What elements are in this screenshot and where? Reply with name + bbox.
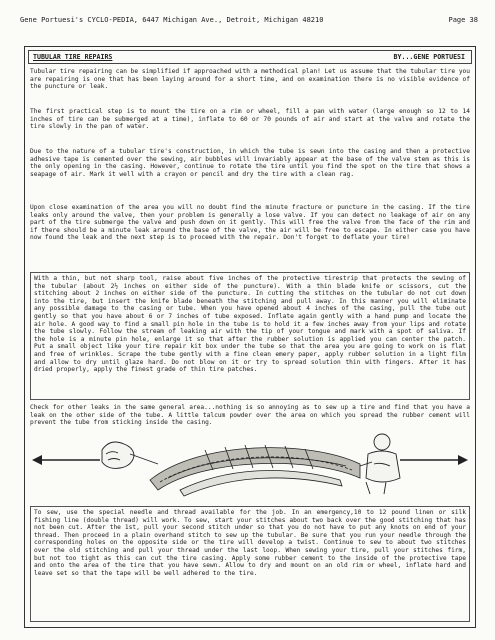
paragraph-5: With a thin, but not sharp tool, raise about five inches of the protective tirestrip that protects the sewing of the tubular (about 2½ inches on either side of the puncture). With a thin blade knife or scissors, cut the stitching about 2 inches on either side of the puncture. In cutting the stitches on the tubular do not cut down into the tire, but insert the knife blade beneath the stitching and pull away. In this manner you will eliminate any possible damage to the casing or tube. When you have opened about 4 inches of the casing, pull the tube out gently so that you have about 6 or 7 inches of tube exposed. Inflate again gently with a hand pump and locate the air hole. A good way to find a small pin hole in the tube is to hold it a few inches away from your lips and rotate the tube slowly. Follow the stream of leaking air with the tip of your tongue and mark with a spot of saliva. If the hole is a minute pin hole, enlarge it so that after the rubber solution is applied you can center the patch. Put a small object like your tire repair kit box under the tube so that the area you are going to work on is flat and free of wrinkles. Scrape the tube gently with a fine clean emery paper, apply rubber solution in a light film and allow to dry until glaze hard. Do not blow on it or try to spread solution thin with fingers. After it has dried properly, apply the finest grade of thin tire patches. xyxy=(30,272,470,400)
paragraph-2: The first practical step is to mount the tire on a rim or wheel, fill a pan with water (large enough so 12 to 14 inches of tire can be submerged at a time), inflate to 60 or 70 pounds of air and start at the valve and rotate the tire slowly in the pan of water. xyxy=(30,108,470,131)
paragraph-4: Upon close examination of the area you will no doubt find the minute fracture or puncture in the casing. If the tire leaks only around the valve, then your problem is generally a lose valve. If you can detect no leakage of air on any part of the tire submerge the valve and push down on it gently. This will free the valve from the face of the rim and if there should be a minute leak around the base of the valve, the air will be free to escape. In either case you have now found the leak and the next step is to proceed with the repair. Don't forget to deflate your tire! xyxy=(30,204,470,242)
publication-info: Gene Portuesi's CYCLO-PEDIA, 6447 Michigan Ave., Detroit, Michigan 48210 xyxy=(20,16,324,24)
article-title: TUBULAR TIRE REPAIRS xyxy=(33,53,113,61)
hand-pulling-thread-icon xyxy=(360,434,400,494)
tire-repair-illustration xyxy=(30,420,470,500)
page-number: Page 38 xyxy=(448,16,478,24)
article-byline: BY...GENE PORTUESI xyxy=(393,53,465,61)
page-header xyxy=(20,14,478,26)
right-arrow-icon xyxy=(400,455,468,465)
paragraph-6: Check for other leaks in the same general area...nothing is so annoying as to sew up a tire and find that you have a leak on the other side of the tube. A little talcum powder over the area on which you spread the rubber cement will prevent the tube from sticking inside the casing. xyxy=(30,404,470,427)
paragraph-7: To sew, use the special needle and thread available for the job. In an emergency,10 to 12 pound linen or silk fishing line (double thread) will work. To sew, start your stitches about two back over the good stitching that has not been cut. After the 1st, pull your second stitch under so that you do not have to put any knots on end of your thread. Then proceed in a plain overhand stitch to sew up the tubular. Be sure that you run your needle through the corresponding holes on the opposite side or the tire will develop a twist. Continue to sew to about two stitches over the old stitching and pull your thread under the last loop. When sewing your tire, pull your stitches firm, but not too tight as this can cut the tire casing. Apply some rubber cement to the inside of the protective tape and onto the area of the tire that you have sewn. Allow to dry and mount on an old rim or wheel, inflate hard and leave set so that the tape will be well adhered to the tire. xyxy=(30,506,470,622)
paragraph-3: Due to the nature of a tubular tire's construction, in which the tube is sewn into the casing and then a protective adhesive tape is cemented over the sewing, air bubbles will invariably appear at the base of the valve stem as this is the only opening in the casing. However, continue to rotate the tire until you find the spot on the tire that shows a seapage of air. Mark it well with a crayon or pencil and dry the tire with a clean rag. xyxy=(30,148,470,178)
left-arrow-icon xyxy=(32,455,100,465)
article-title-bar xyxy=(28,50,472,64)
tire-section-icon xyxy=(150,445,360,496)
hand-needle-icon xyxy=(102,442,158,468)
paragraph-1: Tubular tire repairing can be simplified if approached with a methodical plan! Let us assume that the tubular tire you are repairing is one that has been laying around for a short time, and on examination there is no visible evidence of the puncture or leak. xyxy=(30,68,470,91)
